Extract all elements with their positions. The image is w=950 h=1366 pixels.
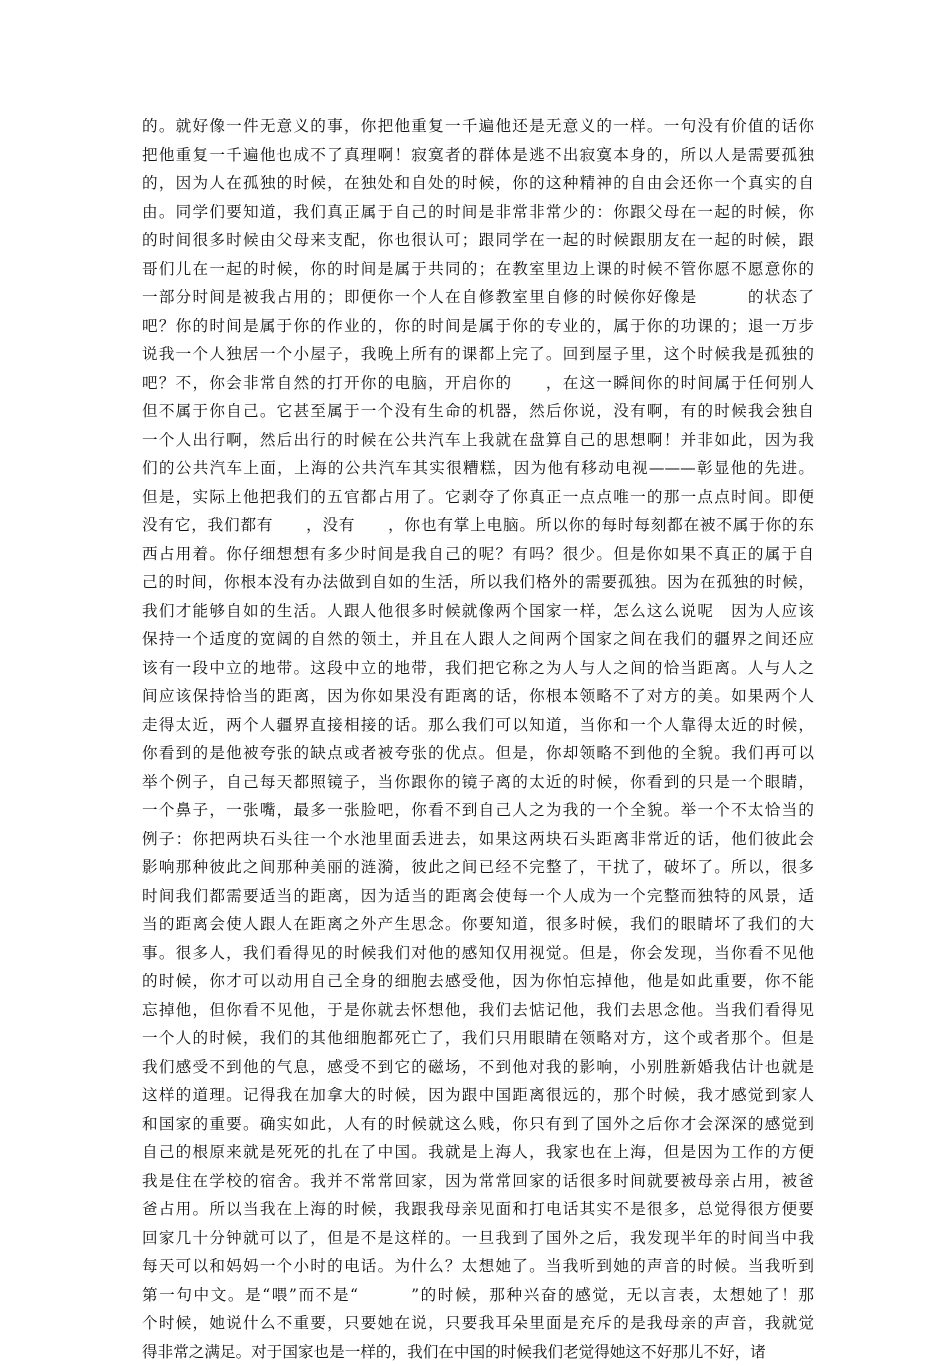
body-text-line: 得非常之满足。对于国家也是一样的，我们在中国的时候我们老觉得她这不好那儿不好，诸 [142,1338,814,1366]
body-text-line: 我们感受不到他的气息，感受不到它的磁场，不到他对我的影响，小别胜新婚我估计也就是 [142,1053,814,1082]
body-text-line: 我们才能够自如的生活。人跟人他很多时候就像两个国家一样，怎么这么说呢 因为人应该 [142,597,814,626]
body-text-line: 一个人的时候，我们的其他细胞都死亡了，我们只用眼睛在领略对方，这个或者那个。但是 [142,1024,814,1053]
body-text-line: 保持一个适度的宽阔的自然的领土，并且在人跟人之间两个国家之间在我们的疆界之间还应 [142,625,814,654]
body-text-line: 当的距离会使人跟人在距离之外产生思念。你要知道，很多时候，我们的眼睛坏了我们的大 [142,910,814,939]
body-text-line: 走得太近，两个人疆界直接相接的话。那么我们可以知道，当你和一个人靠得太近的时候， [142,711,814,740]
body-text-line: 例子：你把两块石头往一个水池里面丢进去，如果这两块石头距离非常近的话，他们彼此会 [142,825,814,854]
body-text-line: 西占用着。你仔细想想有多少时间是我自己的呢？有吗？很少。但是你如果不真正的属于自 [142,540,814,569]
body-text-line: 但是，实际上他把我们的五官都占用了。它剥夺了你真正一点点唯一的那一点点时间。即便 [142,483,814,512]
body-text-line: 你看到的是他被夸张的缺点或者被夸张的优点。但是，你却领略不到他的全貌。我们再可以 [142,739,814,768]
body-text-line: 每天可以和妈妈一个小时的电话。为什么？太想她了。当我听到她的声音的时候。当我听到 [142,1252,814,1281]
body-text-line: 吧？你的时间是属于你的作业的，你的时间是属于你的专业的，属于你的功课的；退一万步 [142,312,814,341]
body-text-line: 忘掉他，但你看不见他，于是你就去怀想他，我们去惦记他，我们去思念他。当我们看得见 [142,996,814,1025]
body-text-line: 第一句中文。是“喂”而不是“ ”的时候，那种兴奋的感觉，无以言表，太想她了！那 [142,1281,814,1310]
body-text-line: 们的公共汽车上面，上海的公共汽车其实很糟糕，因为他有移动电视———彰显他的先进。 [142,454,814,483]
body-text-line: 哥们儿在一起的时候，你的时间是属于共同的；在教室里边上课的时候不管你愿不愿意你的 [142,255,814,284]
body-text-line: 间应该保持恰当的距离，因为你如果没有距离的话，你根本领略不了对方的美。如果两个人 [142,682,814,711]
body-text-line: 回家几十分钟就可以了，但是不是这样的。一旦我到了国外之后，我发现半年的时间当中我 [142,1224,814,1253]
body-text-line: 说我一个人独居一个小屋子，我晚上所有的课都上完了。回到屋子里，这个时候我是孤独的 [142,340,814,369]
body-text-line: 自己的根原来就是死死的扎在了中国。我就是上海人，我家也在上海，但是因为工作的方便 [142,1138,814,1167]
body-text-line: 的时候，你才可以动用自己全身的细胞去感受他，因为你怕忘掉他，他是如此重要，你不能 [142,967,814,996]
body-text-line: 这样的道理。记得我在加拿大的时候，因为跟中国距离很远的，那个时候，我才感觉到家人 [142,1081,814,1110]
body-text [142,112,814,1366]
body-text-line: 我是住在学校的宿舍。我并不常常回家，因为常常回家的话很多时间就要被母亲占用，被爸 [142,1167,814,1196]
body-text-line: 时间我们都需要适当的距离，因为适当的距离会使每一个人成为一个完整而独特的风景，适 [142,882,814,911]
body-text-line: 吧？不，你会非常自然的打开你的电脑，开启你的 ，在这一瞬间你的时间属于任何别人 [142,369,814,398]
body-text-line: 个时候，她说什么不重要，只要她在说，只要我耳朵里面是充斥的是我母亲的声音，我就觉 [142,1309,814,1338]
body-text-line: 的时间很多时候由父母来支配，你也很认可；跟同学在一起的时候跟朋友在一起的时候，跟 [142,226,814,255]
body-text-line: 没有它，我们都有 ，没有 ，你也有掌上电脑。所以你的每时每刻都在被不属于你的东 [142,511,814,540]
body-text-line: 的，因为人在孤独的时候，在独处和自处的时候，你的这种精神的自由会还你一个真实的自 [142,169,814,198]
body-text-line: 把他重复一千遍他也成不了真理啊！寂寞者的群体是逃不出寂寞本身的，所以人是需要孤独 [142,141,814,170]
body-text-line: 该有一段中立的地带。这段中立的地带，我们把它称之为人与人之间的恰当距离。人与人之 [142,654,814,683]
body-text-line: 但不属于你自己。它甚至属于一个没有生命的机器，然后你说，没有啊，有的时候我会独自 [142,397,814,426]
body-text-line: 举个例子，自己每天都照镜子，当你跟你的镜子离的太近的时候，你看到的只是一个眼睛， [142,768,814,797]
body-text-line: 一部分时间是被我占用的；即便你一个人在自修教室里自修的时候你好像是 的状态了 [142,283,814,312]
body-text-line: 影响那种彼此之间那种美丽的涟漪，彼此之间已经不完整了，干扰了，破坏了。所以，很多 [142,853,814,882]
body-text-line: 一个人出行啊，然后出行的时候在公共汽车上我就在盘算自己的思想啊！并非如此，因为我 [142,426,814,455]
body-text-line: 的。就好像一件无意义的事，你把他重复一千遍他还是无意义的一样。一句没有价值的话你 [142,112,814,141]
body-text-line: 和国家的重要。确实如此，人有的时候就这么贱，你只有到了国外之后你才会深深的感觉到 [142,1110,814,1139]
body-text-line: 己的时间，你根本没有办法做到自如的生活，所以我们格外的需要孤独。因为在孤独的时候， [142,568,814,597]
body-text-line: 事。很多人，我们看得见的时候我们对他的感知仅用视觉。但是，你会发现，当你看不见他 [142,939,814,968]
body-text-line: 由。同学们要知道，我们真正属于自己的时间是非常非常少的：你跟父母在一起的时候，你 [142,198,814,227]
body-text-line: 一个鼻子，一张嘴，最多一张脸吧，你看不到自己人之为我的一个全貌。举一个不太恰当的 [142,796,814,825]
body-text-line: 爸占用。所以当我在上海的时候，我跟我母亲见面和打电话其实不是很多，总觉得很方便要 [142,1195,814,1224]
